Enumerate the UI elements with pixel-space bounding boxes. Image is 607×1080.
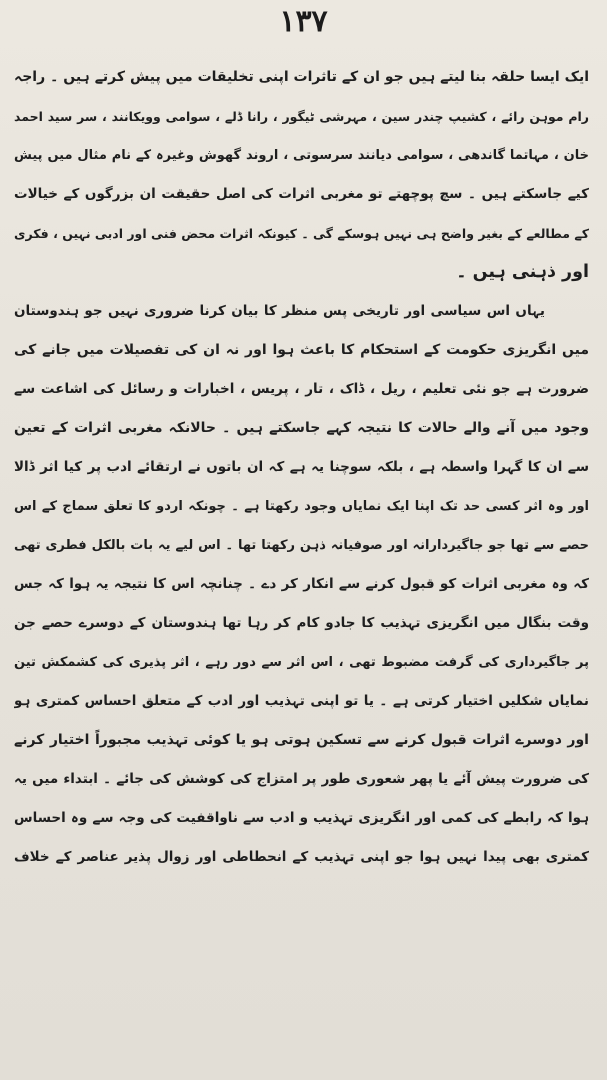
text-line: ہوا کہ رابطے کی کمی اور انگریزی تہذیب و ادب سے ناواقفیت کی وجہ سے وہ احساس xyxy=(14,810,589,826)
text-line: نمایاں شکلیں اختیار کرتی ہے ۔ یا تو اپنی تہذیب اور ادب کے متعلق احساس کمتری ہو xyxy=(14,693,589,709)
text-line: کی ضرورت پیش آئے یا پھر شعوری طور پر امتزاج کی کوشش کی جائے ۔ ابتداء میں یہ xyxy=(14,771,589,787)
text-line: ضرورت ہے جو نئی تعلیم ، ریل ، ڈاک ، تار ، پریس ، اخبارات و رسائل کی اشاعت سے xyxy=(14,381,589,397)
text-line: اور وہ اثر کسی حد تک اپنا ایک نمایاں وجود رکھتا ہے ۔ چونکہ اردو کا تعلق سماج کے اس xyxy=(14,499,589,514)
text-line: اور دوسرے اثرات قبول کرنے سے تسکین ہوتی ہو یا کوئی تہذیب مجبوراً اختیار کرنے xyxy=(14,732,589,748)
text-line: خان ، مہاتما گاندھی ، سوامی دیانند سرسوتی ، اروند گھوش وغیرہ کے نام مثال میں پیش xyxy=(14,148,589,163)
text-line: وقت بنگال میں انگریزی تہذیب کا جادو کام کر رہا تھا ہندوستان کے دوسرے حصے جن xyxy=(14,615,589,631)
text-line: پر جاگیرداری کی گرفت مضبوط تھی ، اس اثر سے دور رہے ، اثر پذیری کی کشمکش تین xyxy=(14,655,589,670)
text-line: حصے سے تھا جو جاگیردارانہ اور صوفیانہ ذہن رکھتا تھا ۔ اس لیے یہ بات بالکل فطری تھی xyxy=(14,538,589,553)
text-line: کہ وہ مغربی اثرات کو قبول کرنے سے انکار کر دے ۔ چنانچہ اس کا نتیجہ یہ ہوا کہ جس xyxy=(14,576,589,592)
text-line: کیے جاسکتے ہیں ۔ سچ پوچھتے تو مغربی اثرات کی اصل حقیقت ان بزرگوں کے خیالات xyxy=(14,186,589,202)
text-line: کمتری بھی پیدا نہیں ہوا جو اپنی تہذیب کے انحطاطی اور زوال پذیر عناصر کے خلاف xyxy=(14,849,589,865)
text-line: ایک ایسا حلقہ بنا لیتے ہیں جو ان کے تاثرات اپنی تخلیقات میں پیش کرتے ہیں ۔ راجہ xyxy=(14,69,589,85)
body-text xyxy=(14,58,589,877)
text-line: وجود میں آنے والے حالات کا نتیجہ کہے جاسکتے ہیں ۔ حالانکہ مغربی اثرات کے تعین xyxy=(14,420,589,436)
text-line: میں انگریزی حکومت کے استحکام کا باعث ہوا اور نہ ان کی تفصیلات میں جانے کی xyxy=(14,342,589,358)
page-number: ۱۳۷ xyxy=(279,4,328,39)
paragraph-first-line: یہاں اس سیاسی اور تاریخی پس منظر کا بیان کرنا ضروری نہیں جو ہندوستان xyxy=(14,303,545,319)
text-line: کے مطالعے کے بغیر واضح ہی نہیں ہوسکے گی ۔ کیونکہ اثرات محض فنی اور ادبی نہیں ، فکری xyxy=(14,226,589,241)
text-line: سے ان کا گہرا واسطہ ہے ، بلکہ سوچنا یہ ہے کہ ان باتوں نے ارتقائے ادب پر کیا اثر ڈالا xyxy=(14,459,589,475)
text-line: رام موہن رائے ، کشیپ چندر سین ، مہرشی ٹیگور ، رانا ڈلے ، سوامی وویکانند ، سر سید احمد xyxy=(14,109,589,124)
text-line: اور ذہنی ہیں ۔ xyxy=(456,262,589,282)
